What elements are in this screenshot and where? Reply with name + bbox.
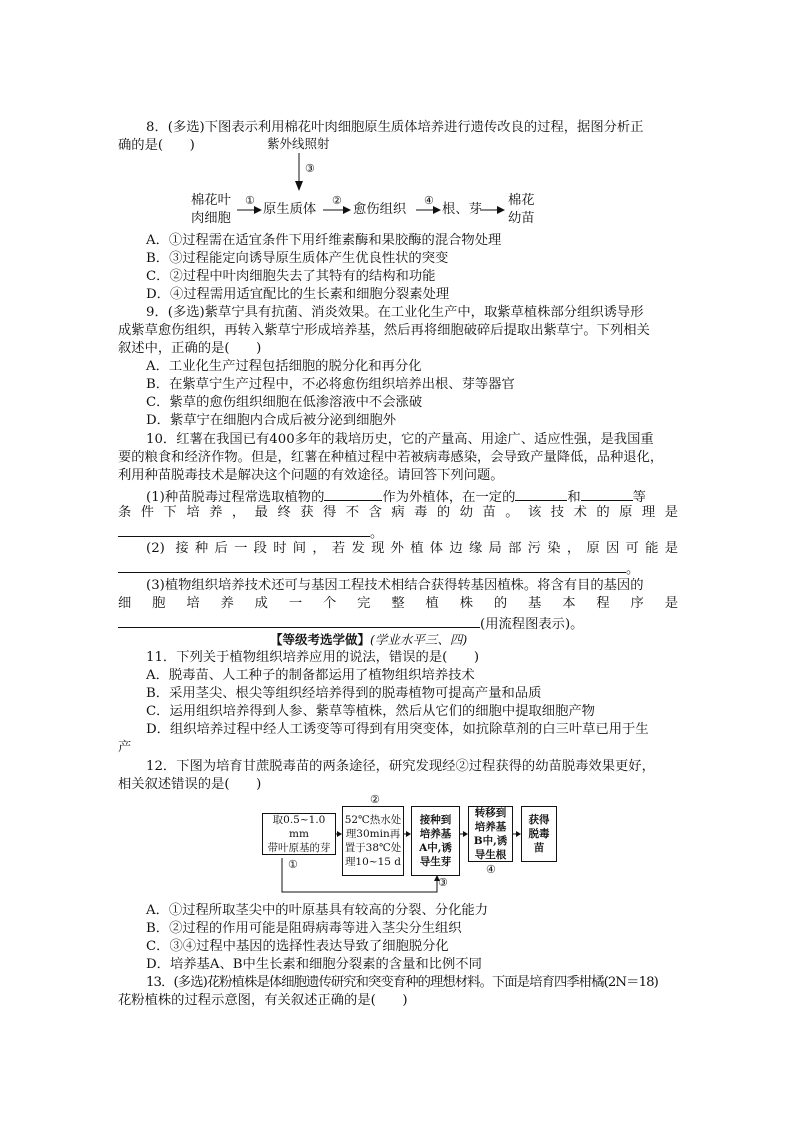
step-1-number: ① xyxy=(245,194,255,207)
q8-option-d: D．④过程需用适宜配比的生长素和细胞分裂素处理 xyxy=(146,287,450,302)
q10-stem-line3: 利用种苗脱毒技术是解决这个问题的有效途径。请回答下列问题。 xyxy=(118,468,504,483)
q12-option-b: B．②过程的作用可能是阻碍病毒等进入茎尖分生组织 xyxy=(146,921,462,936)
route-2-number: ② xyxy=(370,793,380,806)
q8-option-b: B．③过程能定向诱导原生质体产生优良性状的突变 xyxy=(146,251,449,266)
end-label-line2: 幼苗 xyxy=(508,211,535,226)
start-label-line1: 棉花叶 xyxy=(191,193,231,208)
step-box-medium-a: 接种到 培养基 A中,诱 导生芽 xyxy=(411,806,460,876)
q10-part1-text-a: (1)种苗脱毒过程常选取植物的 xyxy=(146,490,325,505)
section-note: (学业水平三、四) xyxy=(370,632,468,647)
q10-part1-end: 。 xyxy=(370,526,384,541)
step-3-number: ③ xyxy=(305,162,315,175)
q10-part3-line2: 细胞培养成一个完整植株的基本程序是 xyxy=(118,596,678,611)
q10-stem-line1: 10．红薯在我国已有400多年的栽培历史，它的产量高、用途广、适应性强，是我国重 xyxy=(146,432,654,447)
q8-option-a: A．①过程需在适宜条件下用纤维素酶和果胶酶的混合物处理 xyxy=(146,233,502,248)
step-box-heat-treatment: 52℃热水处 理30min再 置于38℃处 理10~15 d xyxy=(342,806,404,876)
step-box-take-bud: 取0.5~1.0 mm 带叶原基的芽 xyxy=(262,813,336,855)
q9-option-b: B．在紫草宁生产过程中，不必将愈伤组织培养出根、芽等器官 xyxy=(146,377,515,392)
q13-stem-line2: 花粉植株的过程示意图，有关叙述正确的是( ) xyxy=(118,993,408,1008)
q11-stem: 11．下列关于植物组织培养应用的说法，错误的是( ) xyxy=(146,650,480,665)
q9-stem-line2: 成紫草愈伤组织，再转入紫草宁形成培养基，然后再将细胞破碎后提取出紫草宁。下列相关 xyxy=(118,323,650,338)
q12-option-d: D．培养基A、B中生长素和细胞分裂素的含量和比例不同 xyxy=(146,957,482,972)
route-3-number: ③ xyxy=(438,876,448,889)
q11-option-a: A．脱毒苗、人工种子的制备都运用了植物组织培养技术 xyxy=(146,668,475,683)
q10-stem-line2: 要的粮食和经济作物。但是，红薯在种植过程中若被病毒感染，会导致产量降低，品种退化， xyxy=(118,450,664,465)
q10-part1-text-c: 和 xyxy=(567,490,581,505)
q11-option-c: C．运用组织培养得到人参、紫草等植株，然后从它们的细胞中提取细胞产物 xyxy=(146,704,595,719)
q8-option-c: C．②过程中叶肉细胞失去了其特有的结构和功能 xyxy=(146,269,436,284)
step-box-virus-free: 获得 脱毒 苗 xyxy=(521,806,557,862)
q9-stem-line3: 叙述中，正确的是( ) xyxy=(118,341,262,356)
q10-part3-line1: (3)植物组织培养技术还可与基因工程技术相结合获得转基因植株。将含有目的基因的 xyxy=(146,578,644,593)
q8-stem-line2: 确的是( ) xyxy=(118,138,195,153)
route-1-number: ① xyxy=(288,858,298,871)
q10-part1-line2: 条件下培养，最终获得不含病毒的幼苗。该技术的原理是 xyxy=(118,505,678,520)
start-label-line2: 肉细胞 xyxy=(191,211,231,226)
route-4-number: ④ xyxy=(486,863,496,876)
q12-stem-line1: 12．下图为培育甘蔗脱毒苗的两条途径，研究发现经②过程获得的幼苗脱毒效果更好， xyxy=(146,759,655,774)
q11-option-b: B．采用茎尖、根尖等组织经培养得到的脱毒植物可提高产量和品质 xyxy=(146,686,542,701)
q9-option-a: A．工业化生产过程包括细胞的脱分化和再分化 xyxy=(146,359,422,374)
q11-option-d-cont: 产 xyxy=(118,740,132,755)
callus-label: 愈伤组织 xyxy=(353,202,407,217)
q12-option-c: C．③④过程中基因的选择性表达导致了细胞脱分化 xyxy=(146,939,449,954)
q10-part1-text-d: 等 xyxy=(632,490,646,505)
section-title: 【等级考选学做】 xyxy=(270,632,371,647)
uv-label: 紫外线照射 xyxy=(267,136,330,151)
q9-option-d: D．紫草宁在细胞内合成后被分泌到细胞外 xyxy=(146,413,397,428)
protoplast-label: 原生质体 xyxy=(263,202,317,217)
q8-stem-line1: 8．(多选)下图表示利用棉花叶肉细胞原生质体培养进行遗传改良的过程，据图分析正 xyxy=(146,120,644,135)
q12-option-a: A．①过程所取茎尖中的叶原基具有较高的分裂、分化能力 xyxy=(146,903,489,918)
q10-part2-line1: (2) 接种后一段时间，若发现外植体边缘局部污染，原因可能是 xyxy=(146,541,678,556)
q9-option-c: C．紫草的愈伤组织细胞在低渗溶液中不会涨破 xyxy=(146,395,423,410)
step-2-number: ② xyxy=(332,194,342,207)
q13-stem-line1: 13．(多选)花粉植株是体细胞遗传研究和突变育种的理想材料。下面是培育四季柑橘(2N＝18) xyxy=(146,975,658,990)
q10-part1-text-b: 作为外植体，在一定的 xyxy=(382,490,516,505)
step-box-medium-b: 转移到 培养基 B中,诱 导生根 xyxy=(468,806,513,862)
end-label-line1: 棉花 xyxy=(508,193,535,208)
q10-part3-end: (用流程图表示)。 xyxy=(480,617,584,632)
q11-option-d: D．组织培养过程中经人工诱变等可得到有用突变体，如抗除草剂的白三叶草已用于生 xyxy=(146,722,649,737)
root-bud-label: 根、芽 xyxy=(442,202,482,217)
q10-part2-end: 。 xyxy=(626,562,640,577)
q12-stem-line2: 相关叙述错误的是( ) xyxy=(118,777,262,792)
step-4-number: ④ xyxy=(424,194,434,207)
q9-stem-line1: 9．(多选)紫草宁具有抗菌、消炎效果。在工业化生产中，取紫草植株部分组织诱导形 xyxy=(146,305,644,320)
